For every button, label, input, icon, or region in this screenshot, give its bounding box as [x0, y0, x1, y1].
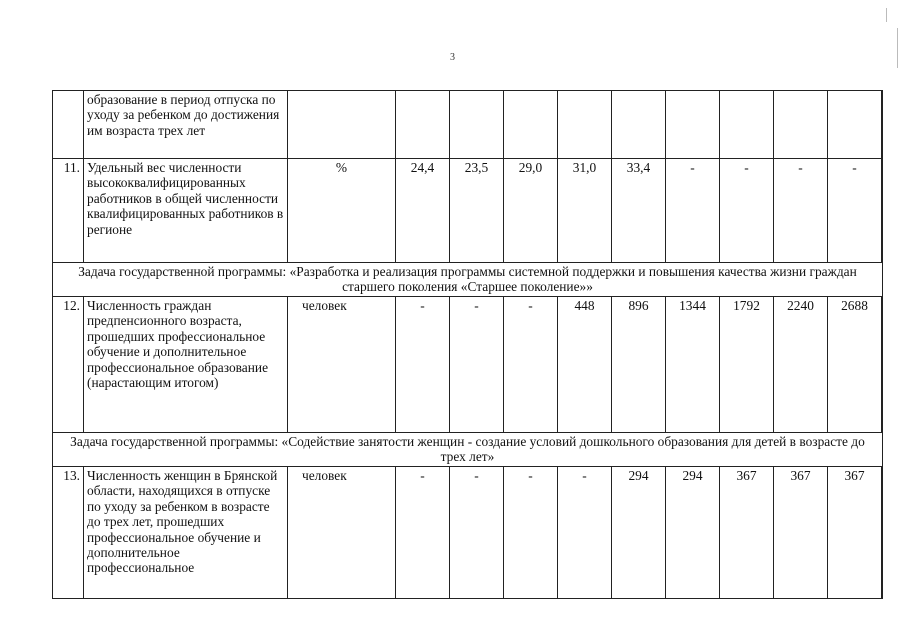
scan-mark [886, 8, 887, 22]
value-cell [396, 91, 450, 159]
value-cell [720, 91, 774, 159]
unit-cell: % [288, 159, 396, 263]
task-heading: Задача государственной программы: «Разработка и реализация программы системной поддержки и повышения качества жизни граждан старшего поколения «Старшее поколение»» [53, 263, 883, 297]
value-cell [828, 91, 882, 159]
indicators-table [52, 90, 883, 599]
value-cell: - [558, 467, 612, 599]
value-cell: - [504, 467, 558, 599]
value-cell: 33,4 [612, 159, 666, 263]
row-number [53, 91, 84, 159]
value-cell: - [720, 159, 774, 263]
task-row [53, 433, 883, 467]
value-cell [612, 91, 666, 159]
indicator-row [53, 297, 883, 433]
value-cell [882, 159, 883, 263]
unit-cell [288, 91, 396, 159]
value-cell: - [396, 467, 450, 599]
value-cell: 294 [612, 467, 666, 599]
page-number: 3 [450, 52, 455, 63]
value-cell [774, 91, 828, 159]
indicator-name: образование в период отпуска по уходу за ребенком до достижения им возраста трех лет [84, 91, 288, 159]
value-cell: 23,5 [450, 159, 504, 263]
row-number: 13. [53, 467, 84, 599]
unit-cell: человек [288, 297, 396, 433]
value-cell: - [450, 467, 504, 599]
value-cell: - [666, 159, 720, 263]
value-cell: 31,0 [558, 159, 612, 263]
value-cell [558, 91, 612, 159]
value-cell: - [396, 297, 450, 433]
value-cell: 367 [774, 467, 828, 599]
value-cell: 294 [666, 467, 720, 599]
value-cell: 2240 [774, 297, 828, 433]
value-cell: 2688 [828, 297, 882, 433]
indicator-name: Численность женщин в Брянской области, находящихся в отпуске по уходу за ребенком в возрасте до трех лет, прошедших профессиональное обучение и дополнительное профессиональное [84, 467, 288, 599]
value-cell: - [504, 297, 558, 433]
value-cell: 1792 [720, 297, 774, 433]
value-cell [882, 91, 883, 159]
value-cell: 1344 [666, 297, 720, 433]
value-cell [882, 297, 883, 433]
row-number: 12. [53, 297, 84, 433]
scan-mark [897, 28, 898, 68]
value-cell: - [828, 159, 882, 263]
value-cell: 24,4 [396, 159, 450, 263]
indicator-row [53, 159, 883, 263]
task-row [53, 263, 883, 297]
value-cell: - [450, 297, 504, 433]
value-cell: 448 [558, 297, 612, 433]
value-cell: 896 [612, 297, 666, 433]
value-cell [504, 91, 558, 159]
value-cell [882, 467, 883, 599]
unit-cell: человек [288, 467, 396, 599]
task-heading: Задача государственной программы: «Содействие занятости женщин - создание условий дошкольного образования для детей в возрасте до трех лет» [53, 433, 883, 467]
row-number: 11. [53, 159, 84, 263]
indicator-name: Численность граждан предпенсионного возраста, прошедших профессиональное обучение и дополнительное профессиональное образование (нарастающим итогом) [84, 297, 288, 433]
indicator-name: Удельный вес численности высококвалифицированных работников в общей численности квалифицированных работников в регионе [84, 159, 288, 263]
value-cell: 367 [720, 467, 774, 599]
indicator-row [53, 467, 883, 599]
value-cell [450, 91, 504, 159]
value-cell: 367 [828, 467, 882, 599]
value-cell: - [774, 159, 828, 263]
value-cell: 29,0 [504, 159, 558, 263]
indicator-row [53, 91, 883, 159]
value-cell [666, 91, 720, 159]
